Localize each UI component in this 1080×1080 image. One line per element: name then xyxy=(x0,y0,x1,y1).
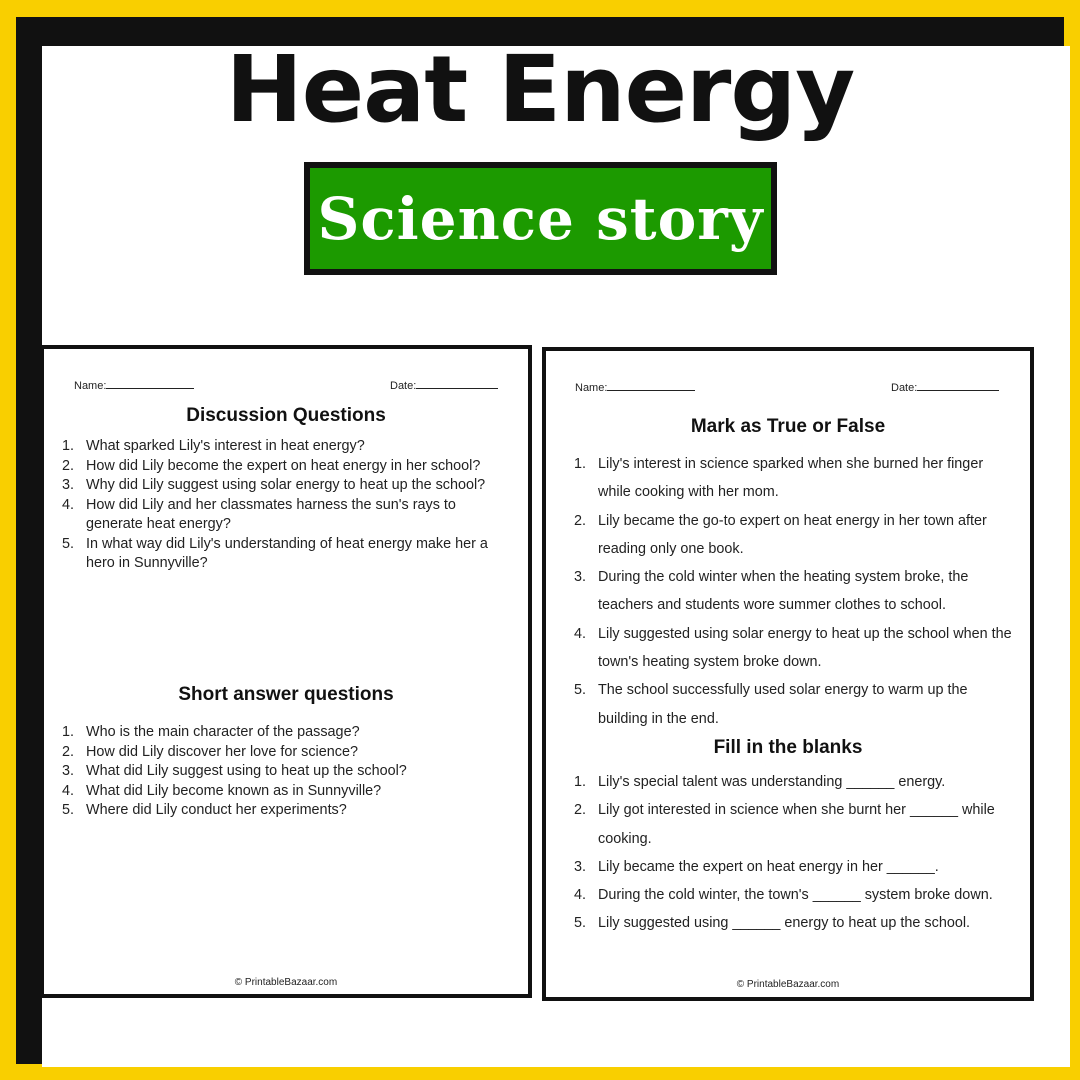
item-number: 1. xyxy=(574,774,587,790)
item-text: How did Lily and her classmates harness the sun's rays to generate heat energy? xyxy=(86,496,456,532)
item-number: 4. xyxy=(62,782,75,799)
fill-blanks-list xyxy=(574,768,1014,938)
list-item xyxy=(574,909,1014,937)
short-answer-list xyxy=(62,723,512,821)
name-label: Name: xyxy=(74,380,107,392)
item-number: 2. xyxy=(62,743,75,760)
name-field xyxy=(575,381,695,394)
item-number: 2. xyxy=(62,457,75,474)
item-number: 5. xyxy=(574,915,587,932)
discussion-list xyxy=(62,437,512,574)
list-item xyxy=(574,768,1014,796)
item-text: Lily suggested using ______ energy to heat up the school. xyxy=(598,915,971,932)
item-text: Lily suggested using solar energy to heat up the school when the town's heating system broke down. xyxy=(598,625,1012,671)
list-item xyxy=(62,535,512,574)
list-item xyxy=(62,762,512,782)
item-number: 4. xyxy=(62,496,75,513)
item-text: During the cold winter, the town's ______ system broke down. xyxy=(598,887,993,904)
item-number: 3. xyxy=(62,477,75,493)
item-text: What sparked Lily's interest in heat energy? xyxy=(86,438,365,454)
name-blank-line xyxy=(607,381,695,391)
name-label: Name: xyxy=(575,382,608,394)
worksheet-preview-left xyxy=(40,345,532,998)
list-item xyxy=(62,801,512,821)
item-text: Where did Lily conduct her experiments? xyxy=(86,802,347,818)
item-text: Lily's special talent was understanding ______ energy. xyxy=(598,774,946,790)
item-text: Lily became the go-to expert on heat energy in her town after reading only one book. xyxy=(598,512,987,557)
discussion-heading: Discussion Questions xyxy=(186,405,386,426)
item-number: 3. xyxy=(574,858,587,875)
date-field xyxy=(891,381,999,394)
list-item xyxy=(574,676,1014,733)
true-false-heading: Mark as True or False xyxy=(690,416,886,437)
date-field xyxy=(390,379,498,392)
list-item xyxy=(574,620,1014,677)
item-text: During the cold winter when the heating system broke, the teachers and students wore summer clothes to school. xyxy=(598,569,969,614)
date-label: Date: xyxy=(390,380,417,392)
list-item xyxy=(62,476,512,496)
item-number: 5. xyxy=(62,802,75,818)
list-item xyxy=(574,853,1014,881)
item-text: Who is the main character of the passage? xyxy=(86,724,360,740)
fill-blanks-heading: Fill in the blanks xyxy=(713,737,863,758)
copyright-footer: © PrintableBazaar.com xyxy=(736,979,840,990)
item-number: 1. xyxy=(62,438,75,454)
subtitle-banner xyxy=(304,162,777,275)
date-label: Date: xyxy=(891,382,918,394)
copyright-footer: © PrintableBazaar.com xyxy=(234,977,338,988)
list-item xyxy=(62,496,512,535)
list-item xyxy=(62,437,512,457)
item-number: 1. xyxy=(62,724,75,740)
list-item xyxy=(574,796,1014,853)
list-item xyxy=(62,457,512,477)
page-title: Heat Energy xyxy=(225,36,855,143)
date-blank-line xyxy=(416,379,498,389)
date-blank-line xyxy=(917,381,999,391)
true-false-list xyxy=(574,450,1014,733)
list-item xyxy=(574,881,1014,909)
subtitle-text: Science story xyxy=(310,168,771,269)
short-answer-heading: Short answer questions xyxy=(178,684,394,705)
item-number: 3. xyxy=(574,569,587,586)
item-number: 5. xyxy=(574,682,587,699)
item-text: In what way did Lily's understanding of heat energy make her a hero in Sunnyville? xyxy=(86,535,488,571)
name-field xyxy=(74,379,194,392)
list-item xyxy=(62,743,512,763)
item-text: What did Lily become known as in Sunnyville? xyxy=(86,782,382,799)
item-text: The school successfully used solar energy to warm up the building in the end. xyxy=(598,682,968,727)
name-blank-line xyxy=(106,379,194,389)
item-text: Lily got interested in science when she burnt her ______ while cooking. xyxy=(598,802,995,847)
item-number: 3. xyxy=(62,763,75,779)
worksheet-preview-right xyxy=(542,347,1034,1001)
item-text: What did Lily suggest using to heat up the school? xyxy=(86,763,407,779)
item-number: 4. xyxy=(574,625,587,642)
item-text: Lily's interest in science sparked when she burned her finger while cooking with her mom. xyxy=(598,456,984,501)
item-text: How did Lily discover her love for science? xyxy=(86,743,358,760)
list-item xyxy=(574,507,1014,564)
item-text: How did Lily become the expert on heat energy in her school? xyxy=(86,457,481,474)
item-number: 2. xyxy=(574,802,587,819)
list-item xyxy=(574,450,1014,507)
item-number: 5. xyxy=(62,535,75,552)
item-number: 2. xyxy=(574,512,587,529)
item-text: Why did Lily suggest using solar energy to heat up the school? xyxy=(86,477,486,493)
list-item xyxy=(574,563,1014,620)
item-number: 1. xyxy=(574,456,587,472)
item-number: 4. xyxy=(574,887,587,904)
list-item xyxy=(62,782,512,802)
list-item xyxy=(62,723,512,743)
item-text: Lily became the expert on heat energy in her ______. xyxy=(598,858,939,875)
